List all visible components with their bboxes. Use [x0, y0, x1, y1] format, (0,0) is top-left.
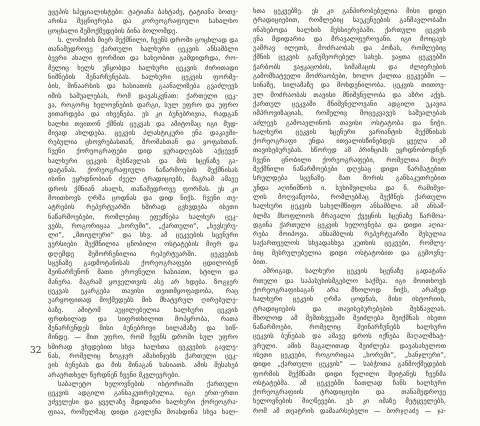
text-line: დიდი „ქართული ცეკვის“ — საბჭოთა განმოქმედების [253, 360, 446, 369]
text-line: სინაზე, სილამაზე და მოხდენილობა. ცეკვის თითოე- [253, 81, 446, 90]
right-text-column [253, 7, 446, 416]
text-line: ფორმის შექმნაში დიდი წვლილი შეიტანეს ჩვენმა [253, 369, 446, 378]
text-line: ვა, როგორც ხელოვნების დარგი, სულ უფრო და უფრო [48, 100, 238, 109]
text-line: ბევრი ახალი ფორმით და სახეობით გამდიდრდა, რო- [48, 54, 238, 63]
text-line: ქორეოგრაფისაგან არა მხოლოდ ნიჭს, არამედ [253, 285, 446, 294]
text-line: ნას, რომელიც ზოგჯერ ამახინჯებს ქართული ცეკ- [48, 351, 238, 360]
text-line: დატანას. ქორეოგრაფიული ნაწარმოების შექმნისას [48, 166, 238, 175]
text-line: ქართულ ცეკვაში მნიშვნელოვანი ადგილი უკავია [253, 99, 446, 108]
text-line: ხელოვნების მიღწევები. ეს კი იმაზე მეტყველებს, [253, 397, 446, 406]
text-line: ვითარდება და იხვეწება. ეს კი ბუნებრივია, რადგან [48, 110, 238, 119]
text-line: ბის, შინაარსის და ხასიათის გაანალიზება გვაძლევს [48, 82, 238, 91]
text-line: ფიაა, რომელმაც დიდი გავლენა მოახდინა სხვა ხალ- [48, 407, 238, 416]
text-line: ბიც შესრულებულია დიდი ოსტატობით და გემოვნე- [253, 248, 446, 257]
text-line: ცეკვას ეკარგება თავისი თვითმყოფადობა, რაც [48, 286, 238, 295]
text-line: მივად ახლდება. ცეკვის პლასტიკური ენა დაკავში- [48, 128, 238, 137]
paragraph [253, 7, 446, 267]
text-line: მხოლოდ ამ შემთხვევაში შეიძლება შეიქმნას ისეთი [253, 313, 446, 322]
text-line: ლი“, „მთიულური“ და სხვ. ამ ცეკვების სცენური [48, 231, 238, 240]
text-line: ნიშნების შენარჩუნებას. ხალხური ცეკვის ფორმე- [48, 73, 238, 82]
text-line: ბით. [253, 258, 268, 267]
text-line: იმპროვიზაციას, რომელიც მოცეკვავეს საშუალებას [253, 109, 446, 118]
text-line: უნდა აღინიშნოს ი. სუხიშვილისა და ნ. რამიშვი- [253, 183, 446, 192]
text-line: საქართველოს სხვადასხვა კუთხის ცეკვები, რომლე- [253, 239, 446, 248]
text-line: რთული და საპასუხისმგებლო საქმეა. იგი მოითხოვს [253, 276, 446, 285]
text-line: რება მოიპოვა. ანსამბლის რეპერტუარში შესულია [253, 230, 446, 239]
page-number: 32 [30, 346, 42, 356]
left-text-column [48, 8, 238, 417]
text-line: შექმნილი ნაწარმოებები დღესაც დიდი წარმატებით [253, 165, 446, 174]
text-line: უძველესი და ყველაზე მდიდარი ხალხური ქორეოგრა- [48, 398, 238, 407]
text-line: თანამედროვე ქართული ხალხური ცეკვის ანსამბლი [48, 45, 238, 54]
text-line: ინახებოდა ხალხის მეხსიერებაში. ქართული ცეკვის [253, 25, 446, 34]
text-line: დგინა ქართული ცეკვის ხელოვნება და დიდი აღია- [253, 220, 446, 229]
text-line: ნაწარმოები, რომელიც შეინარჩუნებს ხალხური [253, 323, 446, 332]
text-line: ტრადიციების და თავისებურებების შესწავლას. [253, 304, 446, 313]
text-line: არისა მეცნიერება და კორეოგრაფიული სახალხო [48, 17, 238, 26]
text-line: ჭარბობს ვაჟკაცობის, სიმამაცის და ძლიერების [253, 62, 446, 71]
text-line: შეინარჩუნონ მათი ეროვნული ხასიათი, სტილი და [48, 268, 238, 277]
text-line: ატრების რეპერტუარში ხშირად გვხვდება ისეთი [48, 203, 238, 212]
text-line: დროს ქმნიან ახალს, თანამედროვე ფორმას. ეს კი [48, 184, 238, 193]
text-line: უარყოფითად მოქმედებს მის მხატვრულ ღირებულე- [48, 296, 238, 305]
text-line: ტრადიციებით, რომლებიც საუკუნეების განმავლობაში [253, 16, 446, 25]
text-line: ლის მოღვაწეობა, რომლებმაც შექმნეს ქართული [253, 192, 446, 201]
text-line: ხალხური ცეკვის ღრმა ცოდნას, მისი ისტორიის, [253, 295, 446, 304]
text-line: ხალხური ცეკვის შესწავლას და მის სცენაზე გა- [48, 156, 238, 165]
text-line: ხთა ცეკვებზე. ეს კი განპირობებულია მისი დიდი [253, 7, 446, 15]
paragraph [253, 267, 446, 416]
text-line: ვებს, როგორიცაა „ხორუმი“, „ქართული“, „ხევსურუ- [48, 221, 238, 230]
text-line: რომ ამ თეატრის დამაარსებელი — ბორჯღაძე — ჯა- [253, 406, 446, 415]
text-line: ულ მოძრაობას თავისი მნიშვნელობა და აზრი აქვს. [253, 90, 446, 99]
text-line: ცოცხალი შემოქმედების ბინა ბოლომდე. [48, 26, 178, 35]
text-line: ბლმა მსოფლიოს მრავალი ქვეყნის სცენაზე წარმოა- [253, 211, 446, 220]
text-line: ნაწარმოებები, რომლებიც ეფუძნება ხალხურ ცეკ- [48, 212, 238, 221]
text-line: შენარჩუნდეს მისი ბუნებრივი სილამაზე და სიწ- [48, 324, 238, 333]
text-line: ცეკვის ბუნებას და ამავე დროს იქნება მაღალმხატ- [253, 332, 446, 341]
text-line: მინდე. — მით უფრო, რომ ჩვენს დროში სულ უფრო [48, 333, 238, 342]
text-line: მელიც ხელს უწყობდა ხალხური ცეკვის ძირითადი [48, 63, 238, 72]
text-line: არაერთხელ წერდნენ ჩვენი მკვლევრები. [48, 370, 181, 379]
text-line: ჩვენი ცნობილი ქორეოგრაფები, რომელთა მიერ [253, 155, 446, 164]
text-line: ვრული. ამის მაგალითად შეიძლება დავასახელოთ [253, 341, 446, 350]
text-line: ქორეოგრაფიის ტრადიციები და თანამედროვე [253, 388, 446, 397]
paragraph [48, 380, 238, 417]
text-line: სცენაზე გადმოტანისას ქორეოგრაფები ცდილობენ [48, 259, 238, 268]
text-line: ხალხი თვითონ ქმნის ცეკვას და ამიტომაც იგი მუდ- [48, 119, 238, 128]
text-line: ს. ლომიძის მიერ შექმნილი, ჩვენს დროში ცოცხლად და [58, 35, 238, 44]
text-line: ჩვენი ქორეოგრაფები დიდ ყურადღებას აქცევენ [48, 147, 238, 156]
text-line: დღემდე შემორჩენილია რეპერტუარში. ცეკვების [48, 249, 238, 258]
text-line: ცეკვის ადგილი განსაკუთრებულია. იგი ერთ-ერთი [48, 389, 238, 398]
text-line: საბალეტო ხელოვნების ისტორიაში ქართული [58, 379, 238, 388]
text-line: რებულია ცხოვრებასთან, შრომასთან და ყოფასთან. [48, 138, 238, 147]
text-line: ამრიგად, ხალხური ცეკვის სცენაზე გადატანა [263, 267, 446, 276]
paragraph [48, 36, 238, 380]
text-line: უამრავ ილეთს, მოძრაობას და პოზას, რომლებიც [253, 44, 446, 53]
text-line: ქორეოგრაფი უნდა ითვალისწინებდეს ყველა ამ [253, 137, 446, 146]
text-line: გამომხატველი მოძრაობები, ხოლო ქალთა ცეკვებში — [253, 72, 446, 81]
text-line: ხალხური ცეკვის სახელმწიფო ანსამბლი. ამ ანსამ- [253, 202, 446, 211]
text-line: სრულდება სცენაზე. მათ შორის განსაკუთრებით [253, 174, 446, 183]
paragraph [48, 8, 238, 36]
text-line: მანერა. მაგრამ ყოველთვის ასე არ ხდება. ზოგჯერ [48, 277, 238, 286]
text-line: ეცეპის სპეციალისტები: ტატიანა ბახტაძე, ტატიანა ბოთვ- [48, 8, 238, 16]
text-line: ოსტატებმა. ამ ცეკვებში ნათლად ჩანს ხალხური [253, 378, 446, 387]
text-line: ქმნის ცეკვის განუმეორებელ სახეს. ვაჟთა ცეკვებში [253, 53, 446, 62]
text-line: ისეთი ცეკვები, როგორიცაა „ხორუმი“, „ხანჯლური“, [253, 350, 446, 359]
text-line: ვერსიები შექმნილია ცნობილი ოსტატების მიერ და [48, 240, 238, 249]
text-line: იმის საშუალებას, რომ დავასკვნათ: ქართული ცეკ- [48, 91, 238, 100]
text-line: ვის ბუნებას და მის შინაგან ხასიათს. ამის შესახებ [48, 361, 238, 370]
text-line: ისინი ეყრდნობიან ძველ ტრადიციებს, მაგრამ ამავე [48, 175, 238, 184]
text-line: ფრთხილად და სიფრთხილით მოპყრობა, რათა [48, 314, 238, 323]
text-line: ენა მდიდარია და მრავალფეროვანი. იგი მოიცავს [253, 34, 446, 43]
text-line: ბაზე. ამიტომ აუცილებელია ხალხური ცეკვის [48, 305, 238, 314]
text-line: მოითხოვს ღრმა ცოდნას და დიდ ნიჭს. ჩვენი თე- [48, 193, 238, 202]
text-line: ხალხური ცეკვის სცენური ვარიანტის შექმნისას [253, 127, 446, 136]
text-line: ხშირად ვხვდებით სხვა ხალხთა ცეკვების გავლე- [48, 342, 238, 351]
text-line: თავისებურებას. სწორედ ამ პრინციპს ეყრდნობოდნენ [253, 146, 446, 155]
text-line: აძლევს გამოავლინოს თავისი ოსტატობა და ნიჭი. [253, 118, 446, 127]
